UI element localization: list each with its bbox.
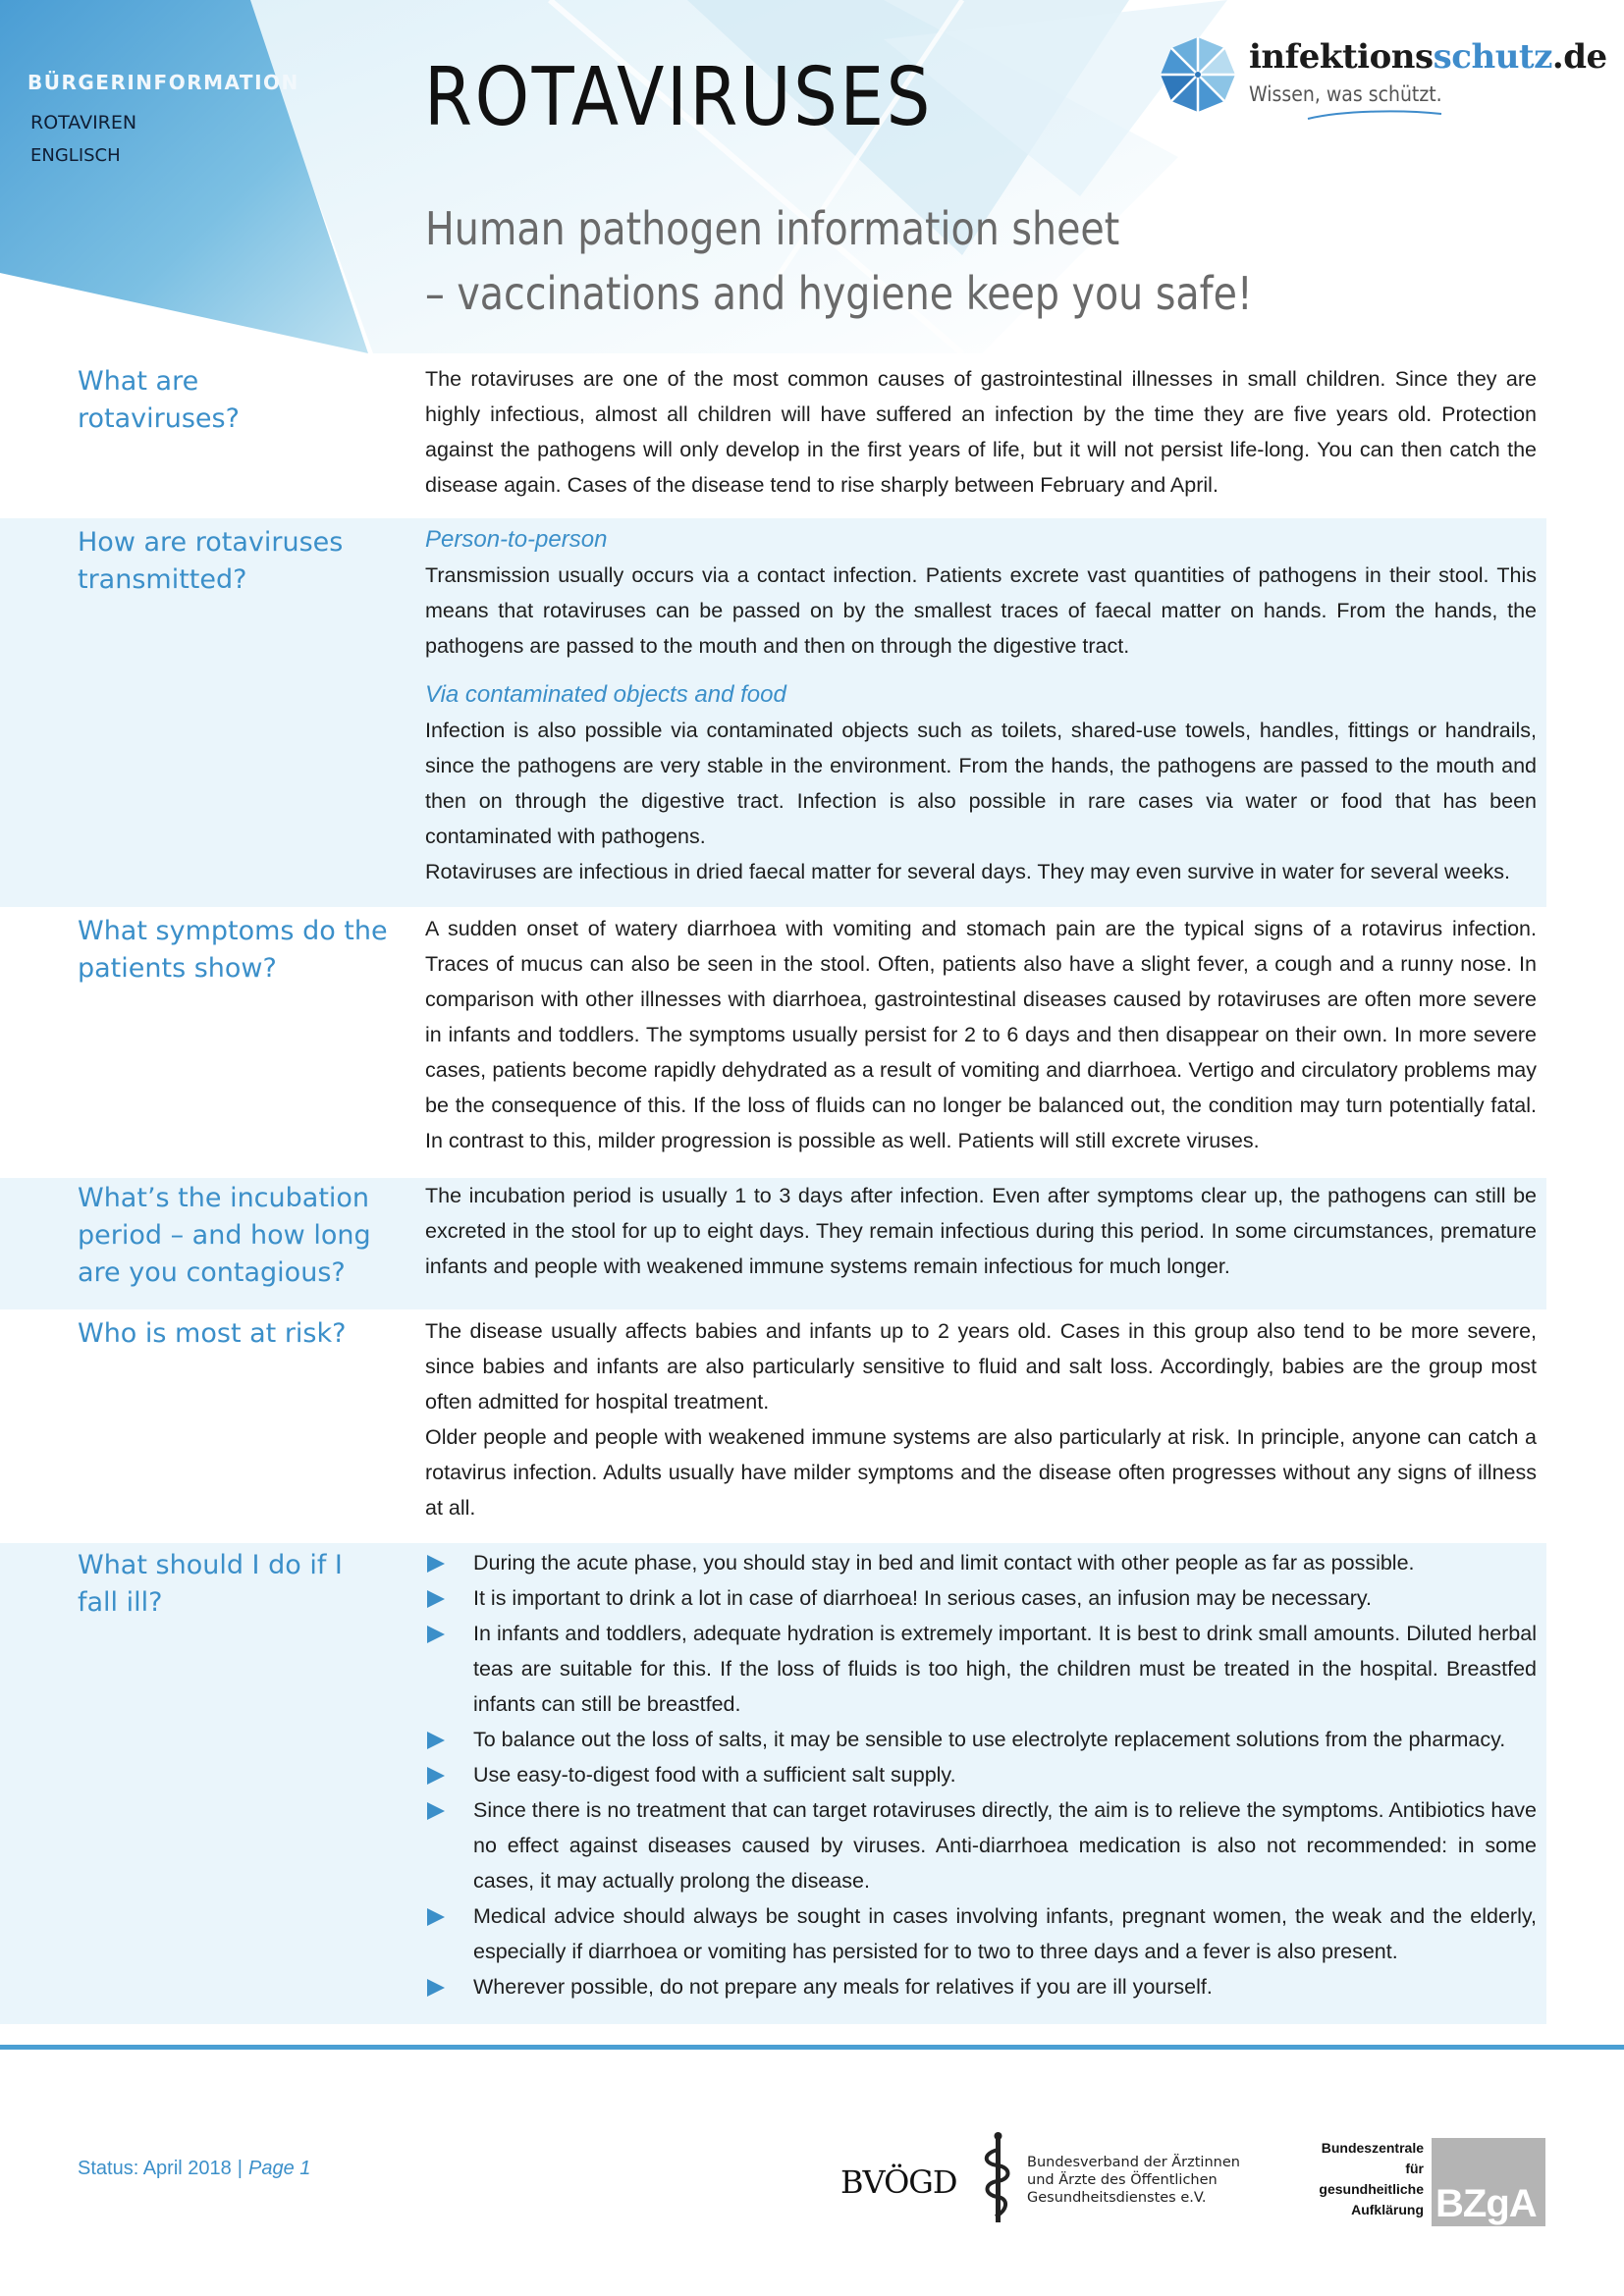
footer-status	[78, 2158, 310, 2180]
bullet-triangle-icon	[427, 1979, 445, 1997]
section-at-risk	[0, 1311, 1546, 1537]
bullet-triangle-icon	[427, 1626, 445, 1643]
advice-list	[425, 1545, 1537, 2004]
rod-of-asclepius-icon	[978, 2130, 1017, 2228]
section-what-are	[0, 355, 1546, 512]
section-answer	[425, 1313, 1537, 1525]
umbrella-icon	[1159, 35, 1237, 114]
paragraph: Older people and people with weakened immune systems are also particularly at risk. In principle, anyone can catch a rotavirus infection. Adults usually have milder symptoms and the disease often progresses without any signs of illness at all.	[425, 1425, 1537, 1520]
brand-name	[1249, 37, 1607, 77]
paragraph: Transmission usually occurs via a contact infection. Patients excrete vast quantities of pathogens in their stool. This means that rotaviruses can be passed on by the smallest traces of faecal matter on hands. From the hands, the pathogens are passed to the mouth and then on through the digestive tract.	[425, 563, 1537, 658]
list-item: In infants and toddlers, adequate hydration is extremely important. It is best to drink small amounts. Diluted herbal teas are suitable for this. If the loss of fluids is too high, the children must be treated in the hospital. Breastfed infants can still be breastfed.	[425, 1616, 1537, 1722]
bzga-line: gesundheitliche	[1319, 2181, 1424, 2197]
bullet-triangle-icon	[427, 1732, 445, 1749]
paragraph: The disease usually affects babies and infants up to 2 years old. Cases in this group also tend to be more severe, since babies and infants are also particularly sensitive to fluid and salt loss. Accordingly, babies are the group most often admitted for hospital treatment.	[425, 1319, 1537, 1414]
list-item: Since there is no treatment that can target rotaviruses directly, the aim is to relieve the symptoms. Antibiotics have no effect against diseases caused by viruses. Anti-diarrhoea medication is also not recommended: in some cases, it may actually prolong the disease.	[425, 1792, 1537, 1898]
org-line: und Ärzte des Öffentlichen	[1027, 2172, 1218, 2188]
brand-slogan: Wissen, was schützt.	[1249, 82, 1442, 106]
section-incubation	[0, 1178, 1546, 1309]
bullet-triangle-icon	[427, 1590, 445, 1608]
section-question: What are rotaviruses?	[78, 366, 240, 434]
org-line: Bundesverband der Ärztinnen	[1027, 2155, 1240, 2170]
bzga-line: Bundeszentrale	[1321, 2140, 1424, 2156]
brand-part-1: infektions	[1249, 37, 1434, 77]
section-question: How are rotaviruses transmitted?	[78, 527, 344, 595]
section-answer	[425, 361, 1537, 503]
subtitle-line-1: Human pathogen information sheet	[425, 202, 1120, 255]
bzga-logo	[1276, 2138, 1551, 2228]
section-transmission	[0, 518, 1546, 907]
page-title: ROTAVIRUSES	[424, 51, 933, 144]
list-item: During the acute phase, you should stay in bed and limit contact with other people as far as possible.	[425, 1545, 1537, 1580]
subheading-person-to-person: Person-to-person	[425, 526, 608, 553]
subtitle-line-2: – vaccinations and hygiene keep you safe!	[425, 267, 1253, 320]
section-symptoms	[0, 911, 1546, 1172]
list-item: It is important to drink a lot in case of diarrhoea! In serious cases, an infusion may be necessary.	[425, 1580, 1537, 1616]
section-answer	[425, 911, 1537, 1158]
section-answer	[425, 1545, 1537, 2004]
bzga-line: für	[1405, 2161, 1424, 2176]
page-subtitle	[425, 196, 1253, 326]
bzga-mark: BZgA	[1435, 2182, 1537, 2225]
paragraph: The incubation period is usually 1 to 3 days after infection. Even after symptoms clear up, the pathogens can still be excreted in the stool for up to eight days. They remain infectious during this period. In some circumstances, premature infants and people with weakened immune systems remain infectious for much longer.	[425, 1184, 1537, 1278]
paragraph: Infection is also possible via contaminated objects such as toilets, shared-use towels, handles, fittings or handrails, since the pathogens are very stable in the environment. From the hands, the pathogens are passed to the mouth and then on through the digestive tract. Infection is also possible in rare cases via water or food that has been contaminated with pathogens.	[425, 719, 1537, 848]
section-if-ill	[0, 1543, 1546, 2024]
section-question: What symptoms do the patients show?	[78, 916, 388, 984]
paragraph: The rotaviruses are one of the most common causes of gastrointestinal illnesses in small children. Since they are highly infectious, almost all children will have suffered an infection by the time they are five years old. Protection against the pathogens will only develop in the first years of life, but it will not persist life-long. You can then catch the disease again. Cases of the disease tend to rise sharply between February and April.	[425, 367, 1537, 497]
bzga-name	[1319, 2138, 1424, 2220]
list-item: To balance out the loss of salts, it may be sensible to use electrolyte replacement solutions from the pharmacy.	[425, 1722, 1537, 1757]
bullet-triangle-icon	[427, 1908, 445, 1926]
brand-part-3: .de	[1551, 37, 1607, 77]
category-label: BÜRGERINFORMATION	[27, 71, 299, 94]
bvogd-logo	[840, 2130, 1253, 2228]
paragraph: A sudden onset of watery diarrhoea with vomiting and stomach pain are the typical signs of a rotavirus infection. Traces of mucus can also be seen in the stool. Often, patients also have a slight fever, a cough and a runny nose. In comparison with other illnesses with diarrhoea, gastrointestinal diseases caused by rotaviruses are often more severe in infants and toddlers. The symptoms usually persist for 2 to 6 days and then disappear on their own. In more severe cases, patients become rapidly dehydrated as a result of vomiting and diarrhoea. Vertigo and circulatory problems may be the consequence of this. If the loss of fluids can no longer be balanced out, the condition may turn potentially fatal. In contrast to this, milder progression is possible as well. Patients will still excrete viruses.	[425, 917, 1537, 1152]
list-item: Wherever possible, do not prepare any meals for relatives if you are ill yourself.	[425, 1969, 1537, 2004]
bullet-triangle-icon	[427, 1555, 445, 1573]
section-answer	[425, 522, 1537, 889]
section-question: What should I do if I fall ill?	[78, 1550, 343, 1618]
section-answer	[425, 1178, 1537, 1284]
bullet-triangle-icon	[427, 1802, 445, 1820]
list-item: Medical advice should always be sought in cases involving infants, pregnant women, the weak and the elderly, especially if diarrhoea or vomiting has persisted for to two to three days and a fever is also present.	[425, 1898, 1537, 1969]
swoosh-underline	[1306, 108, 1443, 122]
bzga-line: Aufklärung	[1351, 2202, 1424, 2217]
paragraph: Rotaviruses are infectious in dried faecal matter for several days. They may even survive in water for several weeks.	[425, 860, 1510, 883]
separator: |	[237, 2158, 243, 2179]
subheading-contaminated-objects: Via contaminated objects and food	[425, 681, 786, 708]
section-question: What’s the incubation period – and how long are you contagious?	[78, 1183, 371, 1288]
list-item: Use easy-to-digest food with a sufficient salt supply.	[425, 1757, 1537, 1792]
page-number: Page 1	[247, 2158, 311, 2179]
status-date: Status: April 2018	[78, 2158, 232, 2179]
language-label: ENGLISCH	[30, 145, 121, 166]
org-line: Gesundheitsdienstes e.V.	[1027, 2190, 1207, 2206]
infektionsschutz-logo[interactable]	[1159, 35, 1607, 124]
bzga-mark-box	[1432, 2138, 1545, 2226]
footer-divider	[0, 2045, 1624, 2050]
section-question: Who is most at risk?	[78, 1318, 347, 1349]
bvogd-organisation-name	[1027, 2154, 1240, 2207]
bvogd-mark: BVÖGD	[840, 2163, 957, 2201]
bullet-triangle-icon	[427, 1767, 445, 1785]
pathogen-german-label: ROTAVIREN	[30, 112, 137, 133]
document-tag	[27, 71, 299, 166]
brand-part-2: schutz	[1433, 37, 1552, 77]
